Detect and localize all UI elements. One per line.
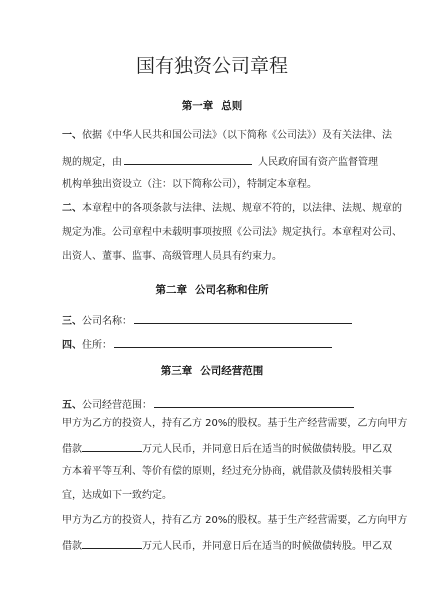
article-1-line-3: 机构单独出资设立（注：以下简称公司），特制定本章程。 — [62, 179, 317, 190]
business-scope-blank[interactable] — [154, 398, 354, 408]
issuer-name-blank[interactable] — [124, 155, 252, 165]
article-4-number: 四、 — [62, 340, 82, 351]
body-2-line-1: 甲方为乙方的投资人，持有乙方 20%的股权。基于生产经营需要，乙方向甲方 — [62, 515, 408, 526]
chapter-2-number: 第二章 — [155, 284, 187, 296]
loan-amount-blank-2[interactable] — [82, 539, 142, 549]
article-5-line: 五、公司经营范围： — [62, 398, 354, 412]
body-1-line-4: 宜，达成如下一致约定。 — [62, 490, 172, 501]
article-3-number: 三、 — [62, 316, 82, 327]
chapter-1-heading — [0, 100, 424, 113]
article-1-line-1: 一、依据《中华人民共和国公司法》（以下简称《公司法》）及有关法律、法 — [62, 130, 392, 141]
chapter-3-name: 公司经营范围 — [200, 365, 264, 377]
article-1-number: 一、 — [62, 130, 82, 141]
chapter-3-heading — [0, 365, 424, 378]
article-2-line-2: 规定为准。公司章程中未载明事项按照《公司法》规定执行。本章程对公司、 — [62, 227, 402, 238]
chapter-1-number: 第一章 — [181, 100, 214, 112]
article-3-line: 三、公司名称： — [62, 314, 352, 328]
article-4-line: 四、住所： — [62, 338, 332, 352]
article-1-line-2: 规的规定，由 人民政府国有资产监督管理 — [62, 157, 378, 168]
article-2-number: 二、 — [62, 203, 82, 214]
body-2-line-2: 借款 万元人民币，并同意日后在适当的时候做债转股。甲乙双 — [62, 541, 392, 552]
article-2-line-1: 二、本章程中的各项条款与法律、法规、规章不符的，以法律、法规、规章的 — [62, 203, 402, 214]
company-address-blank[interactable] — [114, 338, 332, 348]
article-5-number: 五、 — [62, 400, 82, 411]
loan-amount-blank[interactable] — [82, 442, 142, 452]
chapter-1-name: 总则 — [221, 100, 243, 112]
body-1-line-1: 甲方为乙方的投资人，持有乙方 20%的股权。基于生产经营需要，乙方向甲方 — [62, 418, 408, 429]
chapter-2-name: 公司名称和住所 — [195, 284, 269, 296]
chapter-3-number: 第三章 — [160, 365, 193, 377]
chapter-2-heading — [0, 284, 424, 297]
article-2-line-3: 出资人、董事、监事、高级管理人员具有约束力。 — [62, 251, 282, 262]
document-title: 国有独资公司章程 — [135, 55, 288, 77]
body-1-line-3: 方本着平等互利、等价有偿的原则，经过充分协商，就借款及债转股相关事 — [62, 466, 392, 477]
company-name-blank[interactable] — [134, 314, 352, 324]
body-1-line-2: 借款 万元人民币，并同意日后在适当的时候做债转股。甲乙双 — [62, 444, 392, 455]
